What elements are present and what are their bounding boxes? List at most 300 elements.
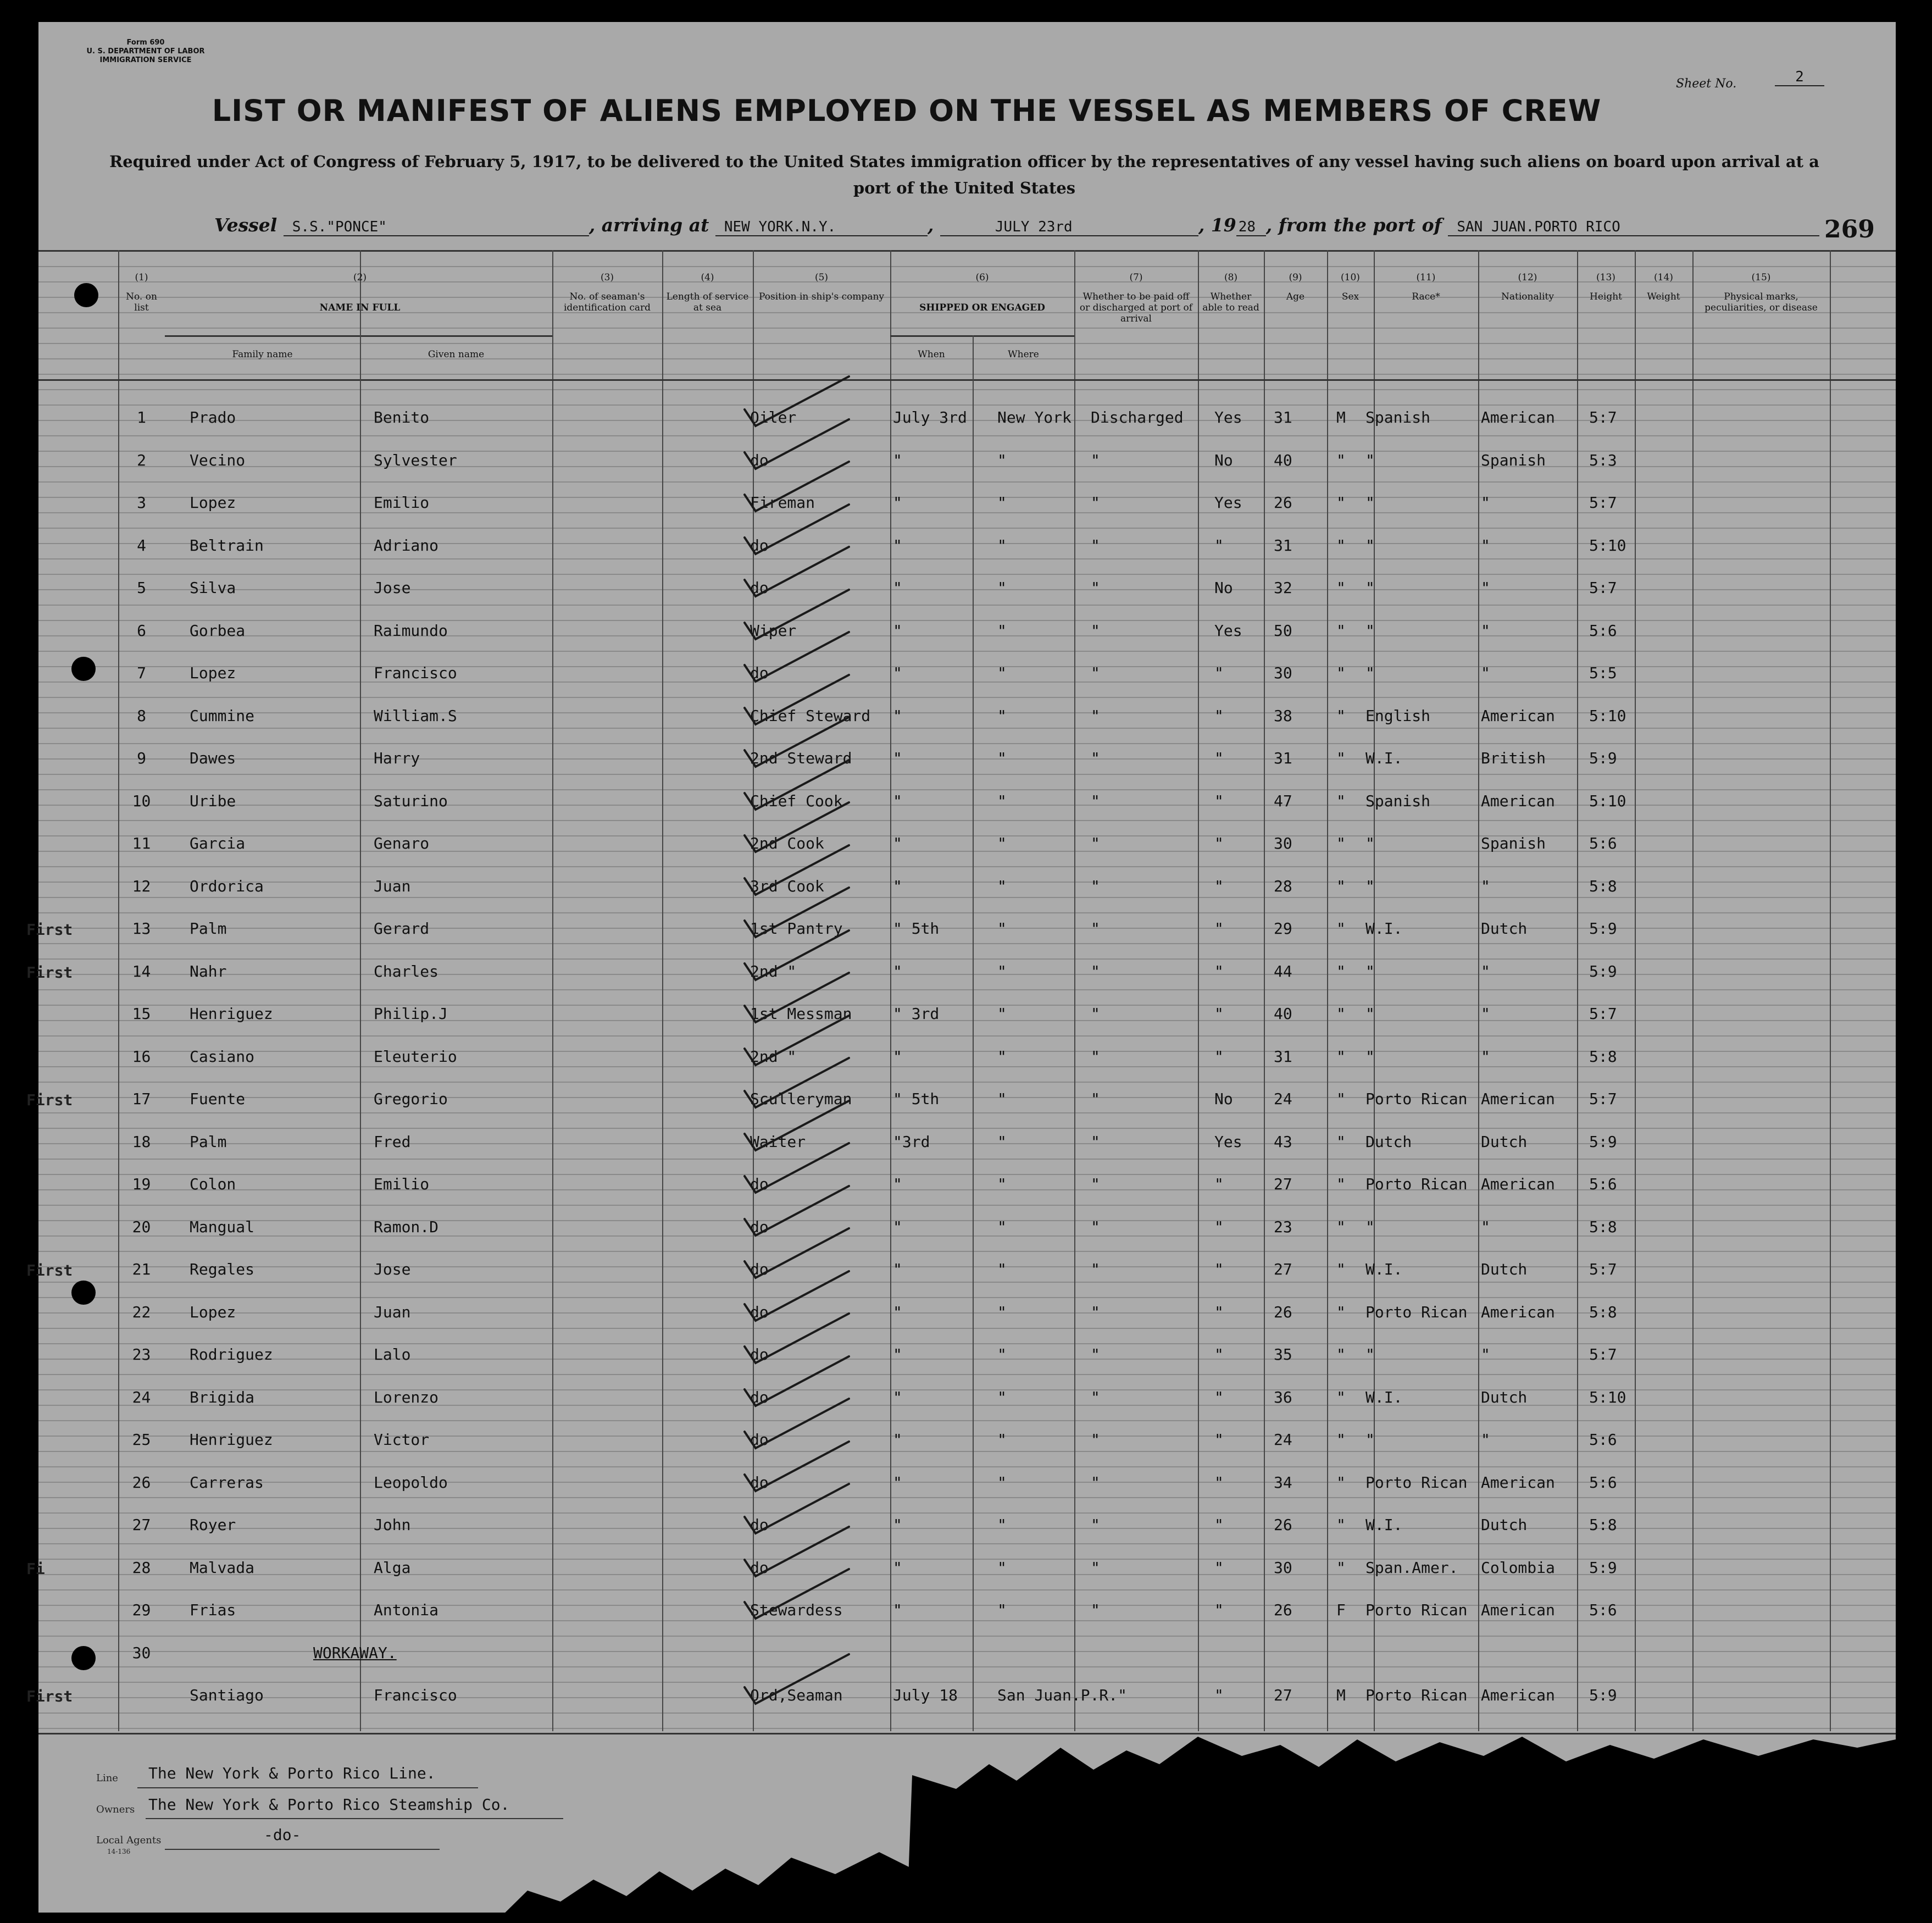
cell-where: " [997,1175,1007,1193]
cell-given: Fred [374,1132,411,1151]
cell-sex: " [1336,1345,1346,1364]
column-number-c2: (2) [353,272,367,283]
cell-race: " [1365,494,1375,512]
cell-family: Regales [190,1260,255,1278]
cell-when: "3rd [893,1132,930,1151]
cell-paid: " [1091,1388,1100,1406]
cell-nat: " [1481,579,1490,597]
crew-table [38,250,1896,1734]
cell-given: Charles [374,962,439,980]
agents-rule [165,1849,440,1850]
cell-race: " [1365,962,1375,980]
cell-nat: " [1481,536,1490,555]
cell-where: " [997,621,1007,640]
cell-when: " [893,1388,902,1406]
cell-given: Harry [374,749,420,767]
owners-label: Owners [96,1804,135,1815]
from-port-label: , from the port of [1265,214,1442,236]
cell-family: Henriguez [190,1431,273,1449]
check-mark-stroke [745,1654,849,1704]
cell-family: Gorbea [190,621,246,640]
cell-read: Yes [1214,621,1242,640]
cell-sex: " [1336,791,1346,810]
agents-label: Local Agents [96,1835,162,1846]
cell-age: 47 [1274,791,1292,810]
cell-paid: " [1091,664,1100,682]
column-number-c3: (3) [600,272,614,283]
cell-paid: " [1091,1005,1100,1023]
when-header: When [918,349,945,360]
cell-where: " [997,1601,1007,1619]
cell-paid: " [1091,1558,1100,1577]
cell-family: Dawes [190,749,236,767]
cell-read: " [1214,706,1224,725]
column-label-c2: NAME IN FULL [319,302,401,313]
cell-paid: " [1091,1090,1100,1108]
column-divider [1198,250,1199,1731]
punch-hole [71,657,96,681]
cell-paid: " [1091,536,1100,555]
cell-where: " [997,1345,1007,1364]
cell-family: Carreras [190,1473,264,1492]
check-mark-icon [734,1564,854,1624]
cell-age: 26 [1274,1303,1292,1321]
shipped-column-divider [973,379,974,1731]
cell-family: Beltrain [190,536,264,555]
cell-when: " [893,579,902,597]
header-rule [38,379,1896,381]
cell-nat: Spanish [1481,451,1546,469]
cell-sex: " [1336,1388,1346,1406]
cell-family: Frias [190,1601,236,1619]
cell-race: " [1365,536,1375,555]
cell-height: 5:6 [1589,1601,1617,1619]
cell-position: do [750,1345,769,1364]
cell-position: Chief Cook [750,791,843,810]
cell-nat: " [1481,1431,1490,1449]
cell-paid: " [1091,1516,1100,1534]
cell-nat: Dutch [1481,1516,1528,1534]
cell-no: 28 [132,1558,151,1577]
cell-no: 15 [132,1005,151,1023]
agents-value: -do- [264,1826,301,1844]
cell-given: Jose [374,579,411,597]
column-number-c6: (6) [975,272,989,283]
departure-port: SAN JUAN.PORTO RICO [1448,219,1819,236]
cell-given: Juan [374,877,411,895]
column-divider [118,250,119,1731]
cell-age: 23 [1274,1217,1292,1236]
cell-nat: Dutch [1481,1132,1528,1151]
cell-sex: " [1336,1303,1346,1321]
cell-position: do [750,1388,769,1406]
cell-paid: " [1091,1431,1100,1449]
cell-no: 5 [137,579,146,597]
cell-age: 27 [1274,1175,1292,1193]
cell-paid: " [1091,919,1100,938]
cell-height: 5:8 [1589,1217,1617,1236]
cell-height: 5:6 [1589,1175,1617,1193]
cell-read: " [1214,877,1224,895]
cell-nat: Dutch [1481,919,1528,938]
cell-where: New York [997,408,1072,426]
cell-sex: " [1336,1132,1346,1151]
cell-paid: " [1091,1345,1100,1364]
cell-given: Francisco [374,1686,457,1704]
cell-no: 23 [132,1345,151,1364]
cell-sex: M [1336,1686,1346,1704]
cell-position: do [750,664,769,682]
cell-no: 20 [132,1217,151,1236]
column-label-c4: Length of service at sea [666,291,749,313]
cell-age: 26 [1274,1601,1292,1619]
cell-where: " [997,1217,1007,1236]
cell-age: 40 [1274,1005,1292,1023]
cell-family: Malvada [190,1558,255,1577]
sheet-label: Sheet No. [1676,77,1737,91]
column-number-c15: (15) [1751,272,1771,283]
column-number-c11: (11) [1416,272,1436,283]
cell-nat: " [1481,1005,1490,1023]
cell-position: do [750,536,769,555]
cell-no: 12 [132,877,151,895]
cell-family: Casiano [190,1047,255,1066]
cell-nat: Dutch [1481,1260,1528,1278]
cell-race: " [1365,664,1375,682]
vessel-name: S.S."PONCE" [284,219,589,236]
cell-position: do [750,1303,769,1321]
cell-age: 30 [1274,1558,1292,1577]
cell-given: Benito [374,408,430,426]
cell-position: 1st Messman [750,1005,852,1023]
cell-when: " 5th [893,919,940,938]
cell-no: 29 [132,1601,151,1619]
cell-sex: M [1336,408,1346,426]
column-label-c12: Nationality [1501,291,1554,302]
cell-position: 2nd Cook [750,834,824,852]
cell-height: 5:7 [1589,579,1617,597]
cell-race: English [1365,706,1431,725]
cell-when: " [893,1303,902,1321]
cell-when: " [893,1047,902,1066]
cell-when: " [893,1601,902,1619]
cell-nat: American [1481,791,1555,810]
cell-position: 3rd Cook [750,877,824,895]
section-heading: WORKAWAY. [313,1643,397,1662]
cell-no: 10 [132,791,151,810]
where-header: Where [1008,349,1039,360]
column-number-c7: (7) [1129,272,1143,283]
cell-paid: " [1091,1303,1100,1321]
cell-age: 31 [1274,408,1292,426]
cell-nat: " [1481,494,1490,512]
cell-no: 22 [132,1303,151,1321]
cell-age: 34 [1274,1473,1292,1492]
cell-height: 5:5 [1589,664,1617,682]
cell-read: " [1214,1303,1224,1321]
cell-given: Leopoldo [374,1473,448,1492]
cell-height: 5:10 [1589,536,1626,555]
column-label-c15: Physical marks, peculiarities, or disease [1705,291,1818,313]
cell-read: " [1214,664,1224,682]
cell-position: do [750,1558,769,1577]
cell-age: 28 [1274,877,1292,895]
cell-paid: " [1091,579,1100,597]
cell-position: do [750,1431,769,1449]
column-number-c13: (13) [1596,272,1615,283]
cell-when: " [893,536,902,555]
cell-when: " [893,494,902,512]
cell-position: 2nd " [750,1047,797,1066]
cell-height: 5:8 [1589,877,1617,895]
cell-no: 6 [137,621,146,640]
cell-given: Emilio [374,494,430,512]
cell-where: " [997,1132,1007,1151]
cell-when: " 5th [893,1090,940,1108]
margin-note: First [26,1091,73,1109]
cell-no: 1 [137,408,146,426]
cell-race: W.I. [1365,1516,1403,1534]
column-label-c14: Weight [1647,291,1680,302]
cell-where: " [997,877,1007,895]
cell-read: Yes [1214,408,1242,426]
column-number-c9: (9) [1289,272,1302,283]
arriving-port: NEW YORK.N.Y. [715,219,928,236]
cell-when: " [893,749,902,767]
cell-position: Ord,Seaman [750,1686,843,1704]
cell-nat: American [1481,1473,1555,1492]
cell-no: 24 [132,1388,151,1406]
cell-where: " [997,962,1007,980]
cell-when: " [893,621,902,640]
cell-no: 8 [137,706,146,725]
name-column-divider [360,379,361,1731]
cell-nat: Colombia [1481,1558,1555,1577]
cell-height: 5:6 [1589,1473,1617,1492]
cell-when: " [893,451,902,469]
cell-sex: " [1336,1516,1346,1534]
column-divider [890,250,891,1731]
cell-family: Uribe [190,791,236,810]
cell-where: " [997,1303,1007,1321]
cell-family: Santiago [190,1686,264,1704]
cell-position: Sculleryman [750,1090,852,1108]
cell-paid: " [1091,1132,1100,1151]
cell-family: Prado [190,408,236,426]
cell-family: Lopez [190,664,236,682]
cell-nat: " [1481,877,1490,895]
cell-race: Porto Rican [1365,1686,1468,1704]
column-number-c5: (5) [814,272,829,283]
cell-no: 16 [132,1047,151,1066]
cell-age: 26 [1274,1516,1292,1534]
cell-age: 32 [1274,579,1292,597]
owners-value: The New York & Porto Rico Steamship Co. [148,1795,510,1814]
cell-given: Sylvester [374,451,457,469]
cell-position: Waiter [750,1132,806,1151]
cell-age: 43 [1274,1132,1292,1151]
cell-where: " [997,1431,1007,1449]
cell-family: Lopez [190,1303,236,1321]
cell-when: " [893,1473,902,1492]
column-divider [552,250,553,1731]
column-divider [1635,250,1636,1731]
cell-where: " [997,494,1007,512]
cell-read: No [1214,451,1233,469]
cell-paid: " [1091,706,1100,725]
cell-race: Spanish [1365,791,1431,810]
cell-sex: " [1336,451,1346,469]
cell-given: Philip.J [374,1005,448,1023]
cell-read: " [1214,834,1224,852]
cell-when: " [893,877,902,895]
margin-note: Fi [26,1559,45,1578]
cell-nat: " [1481,1345,1490,1364]
cell-sex: " [1336,1175,1346,1193]
service-name: IMMIGRATION SERVICE [99,56,192,64]
column-number-c1: (1) [135,272,148,283]
cell-when: " [893,1260,902,1278]
column-label-c7: Whether to be paid off or discharged at port of arrival [1079,291,1193,324]
punch-hole [74,283,98,307]
cell-nat: American [1481,1303,1555,1321]
cell-read: " [1214,1473,1224,1492]
cell-given: Francisco [374,664,457,682]
cell-read: " [1214,1175,1224,1193]
cell-sex: " [1336,962,1346,980]
cell-read: " [1214,1005,1224,1023]
cell-when: " [893,962,902,980]
line-rule [137,1787,478,1788]
cell-height: 5:9 [1589,749,1617,767]
sheet-number: 2 [1775,69,1824,86]
cell-given: Gregorio [374,1090,448,1108]
cell-given: Ramon.D [374,1217,439,1236]
cell-paid: " [1091,1047,1100,1066]
cell-race: W.I. [1365,1388,1403,1406]
cell-height: 5:9 [1589,1686,1617,1704]
cell-nat: American [1481,706,1555,725]
cell-when: " [893,1217,902,1236]
cell-sex: " [1336,1217,1346,1236]
cell-position: do [750,1516,769,1534]
cell-sex: " [1336,1558,1346,1577]
cell-read: " [1214,1217,1224,1236]
cell-paid: " [1091,494,1100,512]
cell-position: do [750,451,769,469]
cell-sex: " [1336,919,1346,938]
cell-age: 24 [1274,1090,1292,1108]
cell-height: 5:10 [1589,791,1626,810]
column-label-c10: Sex [1341,291,1359,302]
cell-race: " [1365,451,1375,469]
cell-read: " [1214,536,1224,555]
vessel-label: Vessel [214,214,277,236]
cell-no: 3 [137,494,146,512]
cell-race: W.I. [1365,749,1403,767]
cell-position: do [750,1260,769,1278]
cell-no: 2 [137,451,146,469]
cell-given: Saturino [374,791,448,810]
cell-height: 5:7 [1589,408,1617,426]
cell-family: Lopez [190,494,236,512]
department-name: U. S. DEPARTMENT OF LABOR [86,47,205,56]
cell-sex: " [1336,1090,1346,1108]
cell-race: Dutch [1365,1132,1412,1151]
column-label-c9: Age [1286,291,1305,302]
cell-given: Lalo [374,1345,411,1364]
cell-no: 30 [132,1643,151,1662]
cell-race: Porto Rican [1365,1601,1468,1619]
cell-paid: " [1091,749,1100,767]
column-divider [1327,250,1328,1731]
cell-sex: " [1336,1005,1346,1023]
column-divider [1577,250,1578,1731]
cell-height: 5:8 [1589,1047,1617,1066]
cell-height: 5:7 [1589,1005,1617,1023]
cell-sex: " [1336,1047,1346,1066]
cell-given: Genaro [374,834,430,852]
cell-position: do [750,1473,769,1492]
cell-read: Yes [1214,494,1242,512]
cell-where: " [997,1047,1007,1066]
column-label-c5: Position in ship's company [758,291,885,302]
cell-height: 5:7 [1589,1260,1617,1278]
cell-age: 36 [1274,1388,1292,1406]
cell-given: John [374,1516,411,1534]
cell-race: " [1365,834,1375,852]
cell-sex: F [1336,1601,1346,1619]
cell-read: " [1214,1516,1224,1534]
punch-hole [71,1281,96,1305]
line-label: Line [96,1772,118,1784]
cell-where: San Juan.P.R." [997,1686,1128,1704]
column-divider [1074,250,1075,1731]
cell-family: Mangual [190,1217,255,1236]
cell-height: 5:8 [1589,1516,1617,1534]
cell-where: " [997,536,1007,555]
cell-where: " [997,791,1007,810]
cell-read: No [1214,579,1233,597]
cell-no: 7 [137,664,146,682]
cell-read: Yes [1214,1132,1242,1151]
cell-sex: " [1336,494,1346,512]
cell-no: 21 [132,1260,151,1278]
cell-age: 30 [1274,834,1292,852]
cell-read: " [1214,1558,1224,1577]
cell-read: " [1214,791,1224,810]
cell-race: Span.Amer. [1365,1558,1458,1577]
cell-height: 5:8 [1589,1303,1617,1321]
cell-sex: " [1336,664,1346,682]
cell-sex: " [1336,1431,1346,1449]
cell-read: " [1214,1431,1224,1449]
arrival-date: JULY 23rd [940,219,1198,236]
column-label-c1: No. on list [126,291,157,313]
column-number-c14: (14) [1654,272,1673,283]
cell-position: 2nd " [750,962,797,980]
cell-when: " [893,1516,902,1534]
cell-no: 9 [137,749,146,767]
cell-paid: " [1091,1217,1100,1236]
cell-no: 17 [132,1090,151,1108]
cell-given: William.S [374,706,457,725]
cell-read: " [1214,962,1224,980]
cell-when: " [893,791,902,810]
cell-where: " [997,706,1007,725]
margin-note: First [26,963,73,982]
cell-race: " [1365,1345,1375,1364]
